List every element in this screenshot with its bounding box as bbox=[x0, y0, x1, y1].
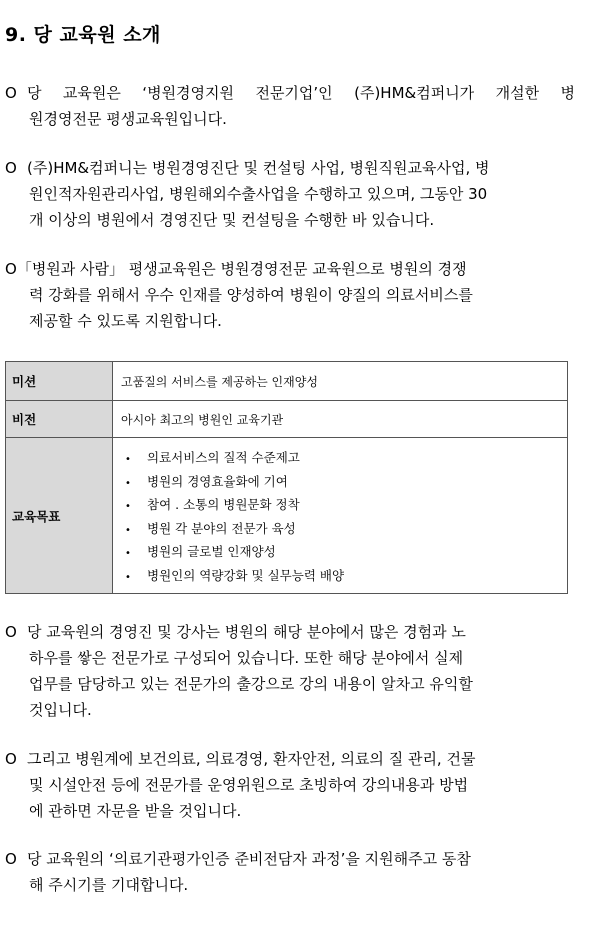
list-item: • 병원의 글로벌 인재양성 bbox=[125, 540, 567, 564]
paragraph-line: 원경영전문 평생교육원입니다. bbox=[29, 110, 227, 128]
paragraph-line: O (주)HM&컴퍼니는 병원경영진단 및 컨설팅 사업, 병원직원교육사업, 병 bbox=[5, 155, 575, 181]
bullet-icon: • bbox=[125, 548, 131, 559]
bullet-marker: O bbox=[5, 84, 17, 102]
list-item: • 병원 각 분야의 전문가 육성 bbox=[125, 517, 567, 541]
intro-paragraph bbox=[5, 80, 575, 132]
goals-label: 교육목표 bbox=[6, 438, 113, 594]
list-item: • 의료서비스의 질적 수준제고 bbox=[125, 446, 567, 470]
paragraph-line: 해 주시기를 기대합니다. bbox=[29, 876, 189, 894]
list-item: • 병원의 경영효율화에 기여 bbox=[125, 470, 567, 494]
paragraph-line: 업무를 담당하고 있는 전문가의 출강으로 강의 내용이 알차고 유익할 bbox=[29, 675, 473, 693]
paragraph-line: 하우를 쌓은 전문가로 구성되어 있습니다. 또한 해당 분야에서 실제 bbox=[29, 649, 464, 667]
list-item: • 병원인의 역량강화 및 실무능력 배양 bbox=[125, 564, 567, 588]
mission-paragraph bbox=[5, 256, 575, 334]
goals-list bbox=[121, 438, 567, 593]
section-title: 9. 당 교육원 소개 bbox=[5, 24, 161, 46]
paragraph-line: 개 이상의 병원에서 경영진단 및 컨설팅을 수행한 바 있습니다. bbox=[29, 211, 435, 229]
paragraph-line: 및 시설안전 등에 전문가를 운영위원으로 초빙하여 강의내용과 방법 bbox=[29, 776, 469, 794]
paragraph-line: O 당 교육원의 ‘의료기관평가인증 준비전담자 과정’을 지원해주고 동참 bbox=[5, 846, 575, 872]
bullet-marker: O bbox=[5, 159, 17, 177]
bullet-marker: O bbox=[5, 260, 17, 278]
table-row bbox=[6, 362, 568, 401]
paragraph-line: 력 강화를 위해서 우수 인재를 양성하여 병원이 양질의 의료서비스를 bbox=[29, 286, 473, 304]
bullet-icon: • bbox=[125, 477, 131, 489]
bullet-marker: O bbox=[5, 850, 17, 868]
staff-paragraph bbox=[5, 619, 575, 723]
bullet-icon: • bbox=[125, 524, 131, 536]
company-paragraph bbox=[5, 155, 575, 233]
bullet-icon: • bbox=[125, 454, 131, 465]
paragraph-line: 에 관하면 자문을 받을 것입니다. bbox=[29, 802, 242, 820]
bullet-icon: • bbox=[125, 501, 131, 512]
table-row bbox=[6, 438, 568, 594]
vision-label: 비전 bbox=[6, 401, 113, 438]
advisory-paragraph bbox=[5, 746, 575, 824]
bullet-marker: O bbox=[5, 623, 17, 641]
mission-value: 고품질의 서비스를 제공하는 인재양성 bbox=[113, 362, 568, 401]
paragraph-line: O 당 교육원은 ‘병원경영지원 전문기업’인 (주)HM&컴퍼니가 개설한 병 bbox=[5, 80, 575, 106]
list-item: • 참여 . 소통의 병원문화 정착 bbox=[125, 493, 567, 517]
goals-cell bbox=[113, 438, 568, 594]
paragraph-line: 원인적자원관리사업, 병원해외수출사업을 수행하고 있으며, 그동안 30 bbox=[29, 185, 488, 203]
vision-value: 아시아 최고의 병원인 교육기관 bbox=[113, 401, 568, 438]
paragraph-line: O 당 교육원의 경영진 및 강사는 병원의 해당 분야에서 많은 경험과 노 bbox=[5, 619, 575, 645]
info-table bbox=[5, 361, 568, 594]
mission-label: 미션 bbox=[6, 362, 113, 401]
closing-paragraph bbox=[5, 846, 575, 898]
paragraph-line: O「병원과 사람」 평생교육원은 병원경영전문 교육원으로 병원의 경쟁 bbox=[5, 260, 467, 278]
paragraph-line: 제공할 수 있도록 지원합니다. bbox=[29, 312, 222, 330]
table-row bbox=[6, 401, 568, 438]
bullet-marker: O bbox=[5, 750, 17, 768]
bullet-icon: • bbox=[125, 571, 131, 583]
paragraph-line: 것입니다. bbox=[29, 701, 92, 719]
paragraph-line: O 그리고 병원계에 보건의료, 의료경영, 환자안전, 의료의 질 관리, 건물 bbox=[5, 746, 575, 772]
